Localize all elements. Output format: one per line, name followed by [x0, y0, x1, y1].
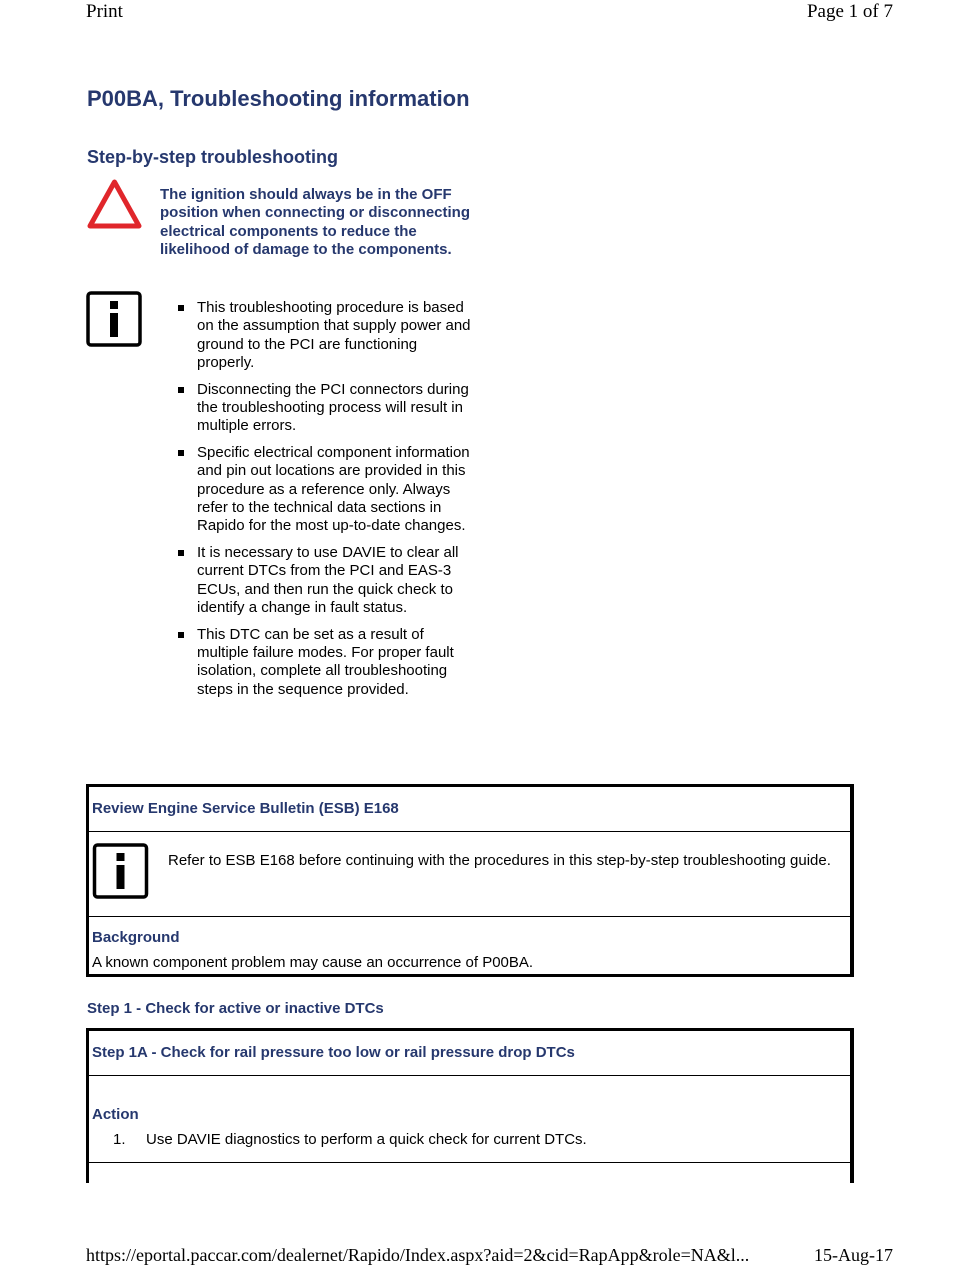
notes-list: [177, 299, 477, 707]
footer-date: 15-Aug-17: [814, 1245, 893, 1265]
list-item: [177, 626, 477, 699]
note-text: This DTC can be set as a result of multiple failure modes. For proper fault isolation, complete all troubleshooting steps in the sequence provided.: [197, 625, 454, 698]
warning-text: The ignition should always be in the OFF position when connecting or disconnecting electrical components to reduce the likelihood of damage to the components.: [160, 186, 471, 258]
esb-review-box: [86, 784, 854, 977]
step-1a-box: [86, 1028, 854, 1183]
list-item: [177, 381, 477, 436]
step-1-title: Step 1 - Check for active or inactive DTCs: [87, 1000, 384, 1017]
note-text: Disconnecting the PCI connectors during the troubleshooting process will result in multiple errors.: [197, 380, 469, 435]
divider: [89, 1075, 850, 1076]
background-text: A known component problem may cause an occurrence of P00BA.: [92, 954, 534, 971]
print-header-left: Print: [86, 1, 123, 22]
bullet-square-icon: [178, 305, 184, 311]
warning-triangle-icon: [86, 178, 143, 230]
background-heading: Background: [92, 929, 180, 946]
esb-note-text: Refer to ESB E168 before continuing with the procedures in this step-by-step troubleshooting guide.: [168, 852, 831, 869]
bullet-square-icon: [178, 550, 184, 556]
note-text: This troubleshooting procedure is based on the assumption that supply power and ground to the PCI are functioning properly.: [197, 299, 471, 371]
divider: [89, 916, 850, 917]
divider: [89, 1162, 850, 1163]
info-icon: [92, 843, 149, 899]
note-text: Specific electrical component information and pin out locations are provided in this procedure as a reference only. Always refer to the technical data sections in Rapido for the most up-to-date changes.: [197, 444, 470, 535]
note-text: It is necessary to use DAVIE to clear all current DTCs from the PCI and EAS-3 ECUs, and then run the quick check to identify a change in fault status.: [197, 544, 459, 616]
action-text: Use DAVIE diagnostics to perform a quick check for current DTCs.: [146, 1131, 587, 1148]
footer-url: https://eportal.paccar.com/dealernet/Rapido/Index.aspx?aid=2&cid=RapApp&role=NA&l...: [86, 1245, 750, 1265]
bullet-square-icon: [178, 450, 184, 456]
action-heading: Action: [92, 1106, 139, 1123]
section-title: Step-by-step troubleshooting: [87, 147, 338, 167]
page-number: Page 1 of 7: [806, 1, 893, 22]
divider: [89, 831, 850, 832]
info-icon: [86, 291, 142, 347]
list-item: [177, 544, 477, 617]
action-number: 1.: [113, 1131, 126, 1148]
page-title: P00BA, Troubleshooting information: [87, 86, 470, 111]
list-item: [177, 299, 477, 372]
step-1a-heading: Step 1A - Check for rail pressure too low or rail pressure drop DTCs: [92, 1044, 575, 1061]
list-item: [177, 444, 477, 535]
bullet-square-icon: [178, 632, 184, 638]
bullet-square-icon: [178, 387, 184, 393]
esb-heading: Review Engine Service Bulletin (ESB) E168: [92, 800, 399, 817]
